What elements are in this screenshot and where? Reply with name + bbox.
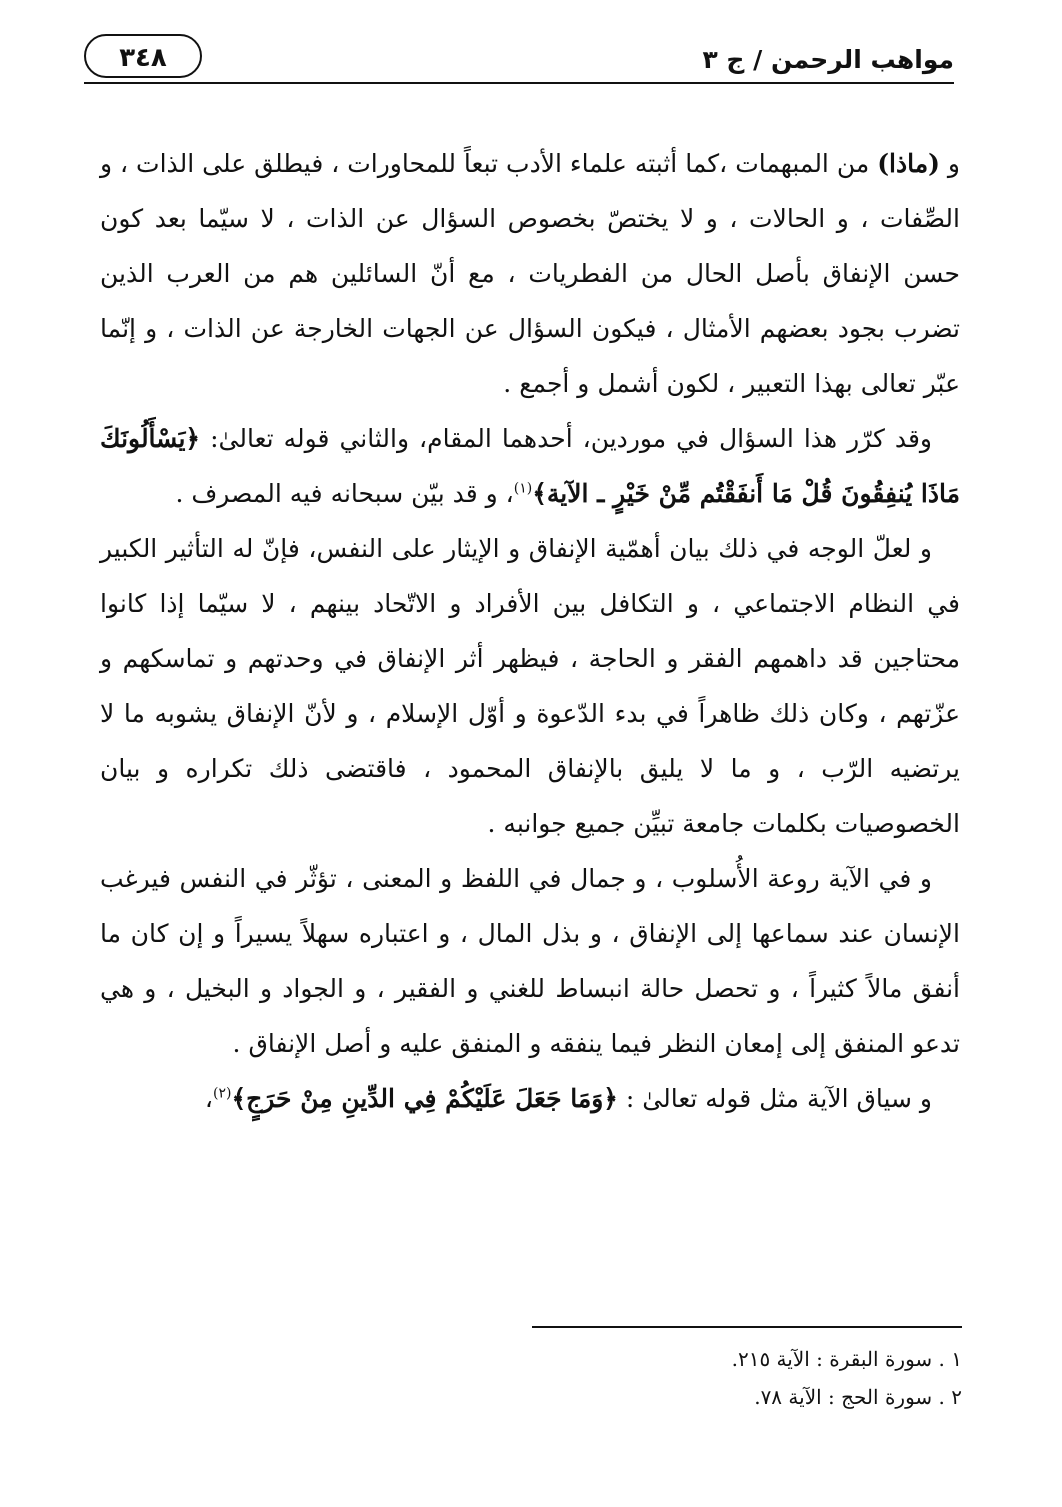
footnotes [100, 1340, 962, 1416]
paragraph-text: و سياق الآية مثل قوله تعالىٰ : [617, 1084, 932, 1113]
running-title: مواهب الرحمن / ج ٣ [702, 45, 954, 74]
paragraph-text: و لعلّ الوجه في ذلك بيان أهمّية الإنفاق و الإيثار على النفس، فإنّ له التأثير الكبير في النظام الاجتماعي ، و التكافل بين الأفراد و الاتّحاد بينهم ، لا سيّما إذا كانوا محتاجين قد داهمهم الفقر و الحاجة ، فيظهر أثر الإنفاق في وحدتهم و تماسكهم و عزّتهم ، وكان ذلك ظاهراً في بدء الدّعوة و أوّل الإسلام ، و لأنّ الإنفاق يشوبه ما لا يرتضيه الرّب ، و ما لا يليق بالإنفاق المحمود ، فاقتضى ذلك تكراره و بيان الخصوصيات بكلمات جامعة تبيِّن جميع جوانبه . [100, 534, 960, 838]
paragraph-text: ، [204, 1084, 213, 1113]
page-header [84, 30, 954, 92]
header-divider [84, 82, 954, 84]
footnote-1: ١ . سورة البقرة : الآية ٢١٥. [731, 1347, 962, 1371]
footnote-ref: (٢) [212, 1085, 232, 1102]
paragraph-text: و [939, 149, 960, 178]
paragraph-text: من المبهمات ،كما أثبته علماء الأدب تبعاً للمحاورات ، فيطلق على الذات ، و الصِّفات ، و الحالات ، و لا يختصّ بخصوص السؤال عن الذات ، لا سيّما بعد كون حسن الإنفاق بأصل الحال من الفطريات ، مع أنّ السائلين هم من العرب الذين تضرب بجود بعضهم الأمثال ، فيكون السؤال عن الجهات الخارجة عن الذات ، و إنّما عبّر تعالى بهذا التعبير ، لكون أشمل و أجمع . [100, 149, 960, 398]
footnote-ref: (١) [513, 480, 533, 497]
paragraph-3 [100, 521, 960, 851]
paragraph-text: و في الآية روعة الأُسلوب ، و جمال في اللفظ و المعنى ، تؤثّر في النفس فيرغب الإنسان عند سماعها إلى الإنفاق ، و بذل المال ، و اعتباره سهلاً يسيراً و إن كان ما أنفق مالاً كثيراً ، و تحصل حالة انبساط للغني و الفقير ، و الجواد و البخيل ، و هي تدعو المنفق إلى إمعان النظر فيما ينفقه و المنفق عليه و أصل الإنفاق . [100, 864, 960, 1058]
quran-verse: ﴿وَمَا جَعَلَ عَلَيْكُمْ فِي الدِّينِ مِنْ حَرَجٍ﴾ [231, 1084, 618, 1113]
footnote-divider [532, 1326, 962, 1328]
paragraph-text: ، و قد بيّن سبحانه فيه المصرف . [175, 479, 514, 508]
body-text [100, 136, 960, 1126]
paragraph-5 [100, 1071, 960, 1126]
bold-term: (ماذا) [877, 149, 940, 178]
paragraph-1 [100, 136, 960, 411]
page-number: ٣٤٨ [84, 34, 202, 78]
footnote-2: ٢ . سورة الحج : الآية ٧٨. [754, 1385, 962, 1409]
paragraph-text: وقد كرّر هذا السؤال في موردين، أحدهما المقام، والثاني قوله تعالىٰ: [200, 424, 932, 453]
paragraph-4 [100, 851, 960, 1071]
paragraph-2 [100, 411, 960, 521]
quran-verse: ﴿يَسْأَلُونَكَ مَاذَا يُنفِقُونَ قُلْ مَا أَنفَقْتُم مِّنْ خَيْرٍ ـ الآية﴾ [100, 424, 960, 508]
